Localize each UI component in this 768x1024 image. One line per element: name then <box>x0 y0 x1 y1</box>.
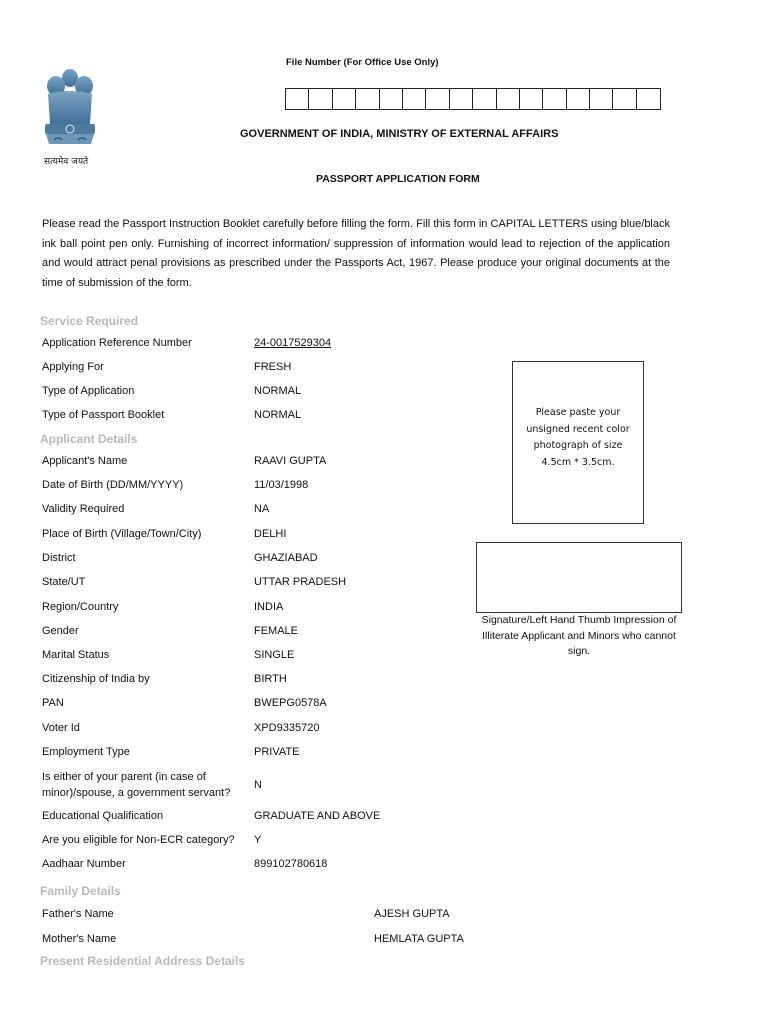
mother-name-value: HEMLATA GUPTA <box>374 933 464 945</box>
photo-instructions: Please paste your unsigned recent color photograph of size 4.5cm * 3.5cm. <box>526 407 630 468</box>
field-label: Voter Id <box>42 722 80 734</box>
file-number-box[interactable] <box>380 89 403 109</box>
field-value: UTTAR PRADESH <box>254 576 347 588</box>
file-number-box[interactable] <box>590 89 613 109</box>
field-value: FRESH <box>254 361 292 373</box>
field-label: PAN <box>42 697 64 709</box>
signature-box <box>476 542 682 613</box>
field-value: NA <box>254 503 270 515</box>
file-number-label: File Number (For Office Use Only) <box>286 57 439 68</box>
applicant-name-value: RAAVI GUPTA <box>254 455 327 467</box>
field-value: N <box>254 779 262 791</box>
field-label: Date of Birth (DD/MM/YYYY) <box>42 479 184 491</box>
field-value: FEMALE <box>254 625 299 637</box>
file-number-box[interactable] <box>286 89 309 109</box>
field-label: Region/Country <box>42 601 119 613</box>
father-name-value: AJESH GUPTA <box>374 908 450 920</box>
file-number-box[interactable] <box>497 89 520 109</box>
field-label: Type of Application <box>42 385 135 397</box>
field-value: SINGLE <box>254 649 295 661</box>
field-label: Applying For <box>42 361 104 373</box>
field-value: PRIVATE <box>254 746 300 758</box>
file-number-box[interactable] <box>473 89 496 109</box>
field-label: Aadhaar Number <box>42 858 126 870</box>
field-value: 11/03/1998 <box>254 479 309 491</box>
file-number-box[interactable] <box>613 89 636 109</box>
field-label: Gender <box>42 625 79 637</box>
field-label: Is either of your parent (in case of minor)/spouse, a government servant? <box>42 771 231 799</box>
field-label: Application Reference Number <box>42 337 192 349</box>
field-value: BIRTH <box>254 673 287 685</box>
field-label: Validity Required <box>42 503 125 515</box>
field-label: Citizenship of India by <box>42 673 150 685</box>
field-value: NORMAL <box>254 409 302 421</box>
field-value: XPD9335720 <box>254 722 320 734</box>
file-number-box[interactable] <box>403 89 426 109</box>
field-label: Type of Passport Booklet <box>42 409 165 421</box>
section-heading-present-address: Present Residential Address Details <box>40 954 245 968</box>
file-number-box[interactable] <box>520 89 543 109</box>
file-number-box[interactable] <box>567 89 590 109</box>
file-number-box[interactable] <box>309 89 332 109</box>
signature-caption: Signature/Left Hand Thumb Impression of Illiterate Applicant and Minors who cannot sign. <box>481 614 677 657</box>
field-value: Y <box>254 834 262 846</box>
field-label: Marital Status <box>42 649 110 661</box>
field-value: NORMAL <box>254 385 302 397</box>
file-number-box[interactable] <box>637 89 660 109</box>
field-label: Applicant's Name <box>42 455 128 467</box>
emblem-motto: सत्यमेव जयते <box>44 157 89 167</box>
application-reference-number: 24-0017529304 <box>254 337 332 349</box>
field-value: GHAZIABAD <box>254 552 318 564</box>
file-number-box[interactable] <box>450 89 473 109</box>
government-title: GOVERNMENT OF INDIA, MINISTRY OF EXTERNAL AFFAIRS <box>240 128 559 140</box>
file-number-box[interactable] <box>426 89 449 109</box>
field-value: INDIA <box>254 601 284 613</box>
field-value: BWEPG0578A <box>254 697 327 709</box>
field-label: Educational Qualification <box>42 810 164 822</box>
section-heading-family-details: Family Details <box>40 884 121 898</box>
national-emblem-logo <box>40 66 100 170</box>
field-value: 899102780618 <box>254 858 328 870</box>
field-label: Are you eligible for Non-ECR category? <box>42 834 235 846</box>
file-number-box[interactable] <box>356 89 379 109</box>
section-heading-applicant-details: Applicant Details <box>40 432 138 446</box>
field-label: District <box>42 552 76 564</box>
field-label: Employment Type <box>42 746 130 758</box>
field-value: GRADUATE AND ABOVE <box>254 810 381 822</box>
field-label: Father's Name <box>42 908 114 920</box>
field-label: Mother's Name <box>42 933 117 945</box>
file-number-box[interactable] <box>543 89 566 109</box>
form-title: PASSPORT APPLICATION FORM <box>316 173 480 185</box>
file-number-box[interactable] <box>333 89 356 109</box>
file-number-boxes[interactable] <box>285 88 661 110</box>
field-label: Place of Birth (Village/Town/City) <box>42 528 202 540</box>
field-label: State/UT <box>42 576 86 588</box>
section-heading-service-required: Service Required <box>40 314 139 328</box>
field-value: DELHI <box>254 528 287 540</box>
instructions-paragraph: Please read the Passport Instruction Booklet carefully before filling the form. Fill this form in CAPITAL LETTERS using blue/black ink ball point pen only. Furnishing of incorrect information/ suppression of information would lead to rejection of the application and would attract penal provisions as prescribed under the Passports Act, 1967. Please produce your original documents at the time of submission of the form. <box>42 218 670 289</box>
